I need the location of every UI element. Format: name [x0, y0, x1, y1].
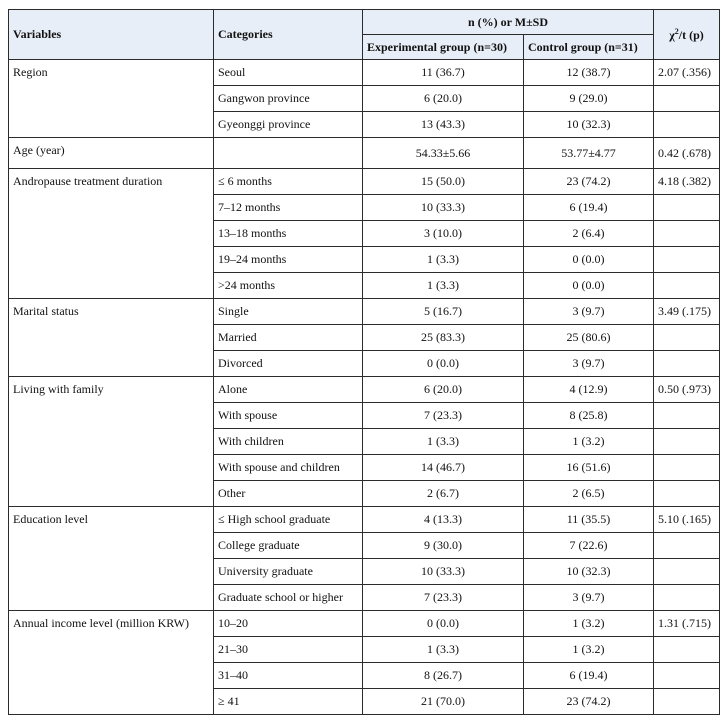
statistic-cell: [654, 663, 720, 689]
control-value-cell: 23 (74.2): [524, 689, 654, 715]
experimental-value-cell: 7 (23.3): [363, 403, 524, 429]
category-cell: Gangwon province: [214, 86, 363, 112]
variable-cell: Andropause treatment duration: [9, 169, 214, 299]
control-value-cell: 9 (29.0): [524, 86, 654, 112]
table-row: [9, 169, 720, 195]
control-value-cell: 6 (19.4): [524, 195, 654, 221]
statistic-cell: [654, 351, 720, 377]
variable-cell: Age (year): [9, 138, 214, 169]
category-cell: 31–40: [214, 663, 363, 689]
control-value-cell: 23 (74.2): [524, 169, 654, 195]
variable-cell: Education level: [9, 507, 214, 611]
control-value-cell: 6 (19.4): [524, 663, 654, 689]
statistic-cell: 1.31 (.715): [654, 611, 720, 637]
control-value-cell: 3 (9.7): [524, 299, 654, 325]
experimental-value-cell: 11 (36.7): [363, 60, 524, 86]
control-value-cell: 25 (80.6): [524, 325, 654, 351]
category-cell: Gyeonggi province: [214, 112, 363, 138]
control-value-cell: 11 (35.5): [524, 507, 654, 533]
experimental-value-cell: 14 (46.7): [363, 455, 524, 481]
header-chi-square: [654, 10, 720, 60]
table-row: [9, 507, 720, 533]
experimental-value-cell: 8 (26.7): [363, 663, 524, 689]
experimental-value-cell: 1 (3.3): [363, 637, 524, 663]
control-value-cell: 16 (51.6): [524, 455, 654, 481]
experimental-value-cell: 3 (10.0): [363, 221, 524, 247]
statistic-cell: [654, 112, 720, 138]
experimental-value-cell: 25 (83.3): [363, 325, 524, 351]
control-value-cell: 7 (22.6): [524, 533, 654, 559]
table-row: [9, 377, 720, 403]
statistic-cell: [654, 429, 720, 455]
chi-symbol: χ: [669, 27, 675, 42]
category-cell: >24 months: [214, 273, 363, 299]
experimental-value-cell: 1 (3.3): [363, 247, 524, 273]
chi-superscript: 2: [674, 26, 679, 36]
experimental-value-cell: 0 (0.0): [363, 611, 524, 637]
demographics-table: [8, 9, 720, 715]
control-value-cell: 2 (6.4): [524, 221, 654, 247]
category-cell: 21–30: [214, 637, 363, 663]
category-cell: With spouse: [214, 403, 363, 429]
control-value-cell: 0 (0.0): [524, 247, 654, 273]
category-cell: Seoul: [214, 60, 363, 86]
statistic-cell: [654, 403, 720, 429]
experimental-value-cell: 1 (3.3): [363, 273, 524, 299]
table-row: [9, 138, 720, 169]
statistic-cell: [654, 273, 720, 299]
experimental-value-cell: 4 (13.3): [363, 507, 524, 533]
experimental-value-cell: 6 (20.0): [363, 377, 524, 403]
control-value-cell: 2 (6.5): [524, 481, 654, 507]
experimental-value-cell: 0 (0.0): [363, 351, 524, 377]
table-row: [9, 299, 720, 325]
table-row: [9, 611, 720, 637]
statistic-cell: 5.10 (.165): [654, 507, 720, 533]
category-cell: ≥ 41: [214, 689, 363, 715]
control-value-cell: 1 (3.2): [524, 611, 654, 637]
control-value-cell: 53.77±4.77: [524, 138, 654, 169]
variable-cell: Region: [9, 60, 214, 138]
table-body: [9, 60, 720, 715]
chi-suffix: /t (p): [678, 27, 704, 42]
statistic-cell: [654, 481, 720, 507]
statistic-cell: [654, 455, 720, 481]
statistic-cell: 0.42 (.678): [654, 138, 720, 169]
statistic-cell: [654, 585, 720, 611]
control-value-cell: 1 (3.2): [524, 637, 654, 663]
control-value-cell: 12 (38.7): [524, 60, 654, 86]
statistic-cell: [654, 689, 720, 715]
category-cell: 10–20: [214, 611, 363, 637]
experimental-value-cell: 10 (33.3): [363, 195, 524, 221]
category-cell: Single: [214, 299, 363, 325]
category-cell: ≤ High school graduate: [214, 507, 363, 533]
experimental-value-cell: 54.33±5.66: [363, 138, 524, 169]
statistic-cell: 4.18 (.382): [654, 169, 720, 195]
table-header: [9, 10, 720, 60]
experimental-value-cell: 5 (16.7): [363, 299, 524, 325]
category-cell: Married: [214, 325, 363, 351]
header-categories: Categories: [214, 10, 363, 60]
header-n-msd: n (%) or M±SD: [363, 10, 654, 35]
experimental-value-cell: 21 (70.0): [363, 689, 524, 715]
category-cell: 19–24 months: [214, 247, 363, 273]
experimental-value-cell: 13 (43.3): [363, 112, 524, 138]
statistic-cell: [654, 195, 720, 221]
header-variables: Variables: [9, 10, 214, 60]
header-experimental: Experimental group (n=30): [363, 35, 524, 60]
experimental-value-cell: 1 (3.3): [363, 429, 524, 455]
experimental-value-cell: 6 (20.0): [363, 86, 524, 112]
control-value-cell: 3 (9.7): [524, 351, 654, 377]
statistic-cell: [654, 247, 720, 273]
variable-cell: Living with family: [9, 377, 214, 507]
statistic-cell: 2.07 (.356): [654, 60, 720, 86]
category-cell: University graduate: [214, 559, 363, 585]
experimental-value-cell: 15 (50.0): [363, 169, 524, 195]
statistic-cell: [654, 533, 720, 559]
statistic-cell: [654, 325, 720, 351]
category-cell: [214, 138, 363, 169]
control-value-cell: 8 (25.8): [524, 403, 654, 429]
experimental-value-cell: 7 (23.3): [363, 585, 524, 611]
header-control: Control group (n=31): [524, 35, 654, 60]
experimental-value-cell: 9 (30.0): [363, 533, 524, 559]
category-cell: With children: [214, 429, 363, 455]
control-value-cell: 1 (3.2): [524, 429, 654, 455]
category-cell: Divorced: [214, 351, 363, 377]
category-cell: 13–18 months: [214, 221, 363, 247]
statistic-cell: [654, 221, 720, 247]
experimental-value-cell: 2 (6.7): [363, 481, 524, 507]
statistic-cell: 0.50 (.973): [654, 377, 720, 403]
control-value-cell: 0 (0.0): [524, 273, 654, 299]
control-value-cell: 3 (9.7): [524, 585, 654, 611]
category-cell: 7–12 months: [214, 195, 363, 221]
category-cell: Alone: [214, 377, 363, 403]
experimental-value-cell: 10 (33.3): [363, 559, 524, 585]
category-cell: With spouse and children: [214, 455, 363, 481]
statistic-cell: [654, 637, 720, 663]
control-value-cell: 10 (32.3): [524, 112, 654, 138]
statistic-cell: [654, 559, 720, 585]
category-cell: College graduate: [214, 533, 363, 559]
control-value-cell: 4 (12.9): [524, 377, 654, 403]
variable-cell: Marital status: [9, 299, 214, 377]
category-cell: Graduate school or higher: [214, 585, 363, 611]
category-cell: ≤ 6 months: [214, 169, 363, 195]
control-value-cell: 10 (32.3): [524, 559, 654, 585]
variable-cell: Annual income level (million KRW): [9, 611, 214, 715]
category-cell: Other: [214, 481, 363, 507]
statistic-cell: [654, 86, 720, 112]
statistic-cell: 3.49 (.175): [654, 299, 720, 325]
table-row: [9, 60, 720, 86]
